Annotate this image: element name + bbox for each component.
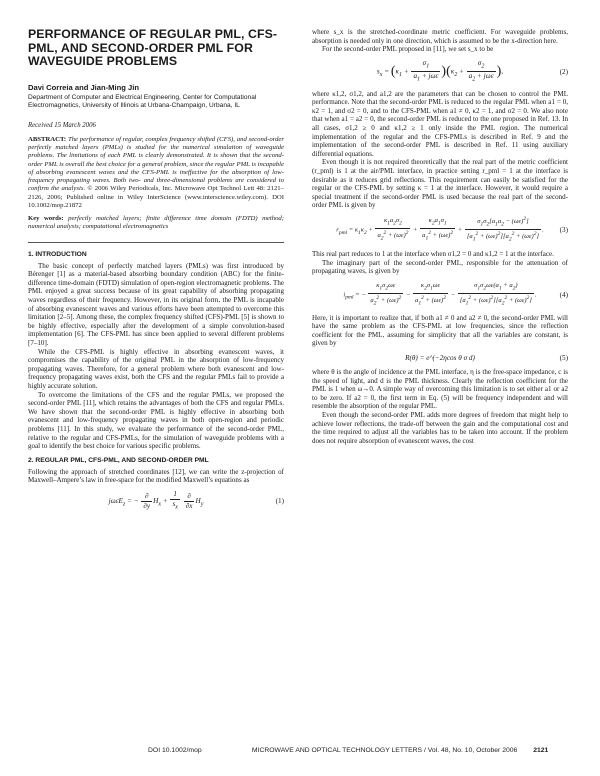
paragraph: Even though it is not required theoretically that the real part of the metric coefficient (r_pml) is 1 at the air/PML interface, in practice setting r_pml = 1 at the interface is desirable as it reduces grid reflections. This requirement can easily be satisfied for the regular or the CFS-PML by setting κ = 1 at the interface. However, it would require a special treatment if the second-order PML is used because the real part of the second-order PML is given by [312, 158, 568, 210]
paragraph: While the CFS-PML is highly effective in absorbing evanescent waves, it compromises the capability of the original PML in the absorption of low-frequency propagating waves. Therefore, for a general problem where both evanescent and low-frequency propagating waves exist, both the CFS and the regular PMLs fail to provide a highly accurate solution. [28, 347, 284, 390]
paragraph: The basic concept of perfectly matched layers (PMLs) was first introduced by Bérenger [1] as a material-based absorbing boundary condition (ABC) for the finite-difference time-domain (FDTD) simulation of open-region electromagnetic problems. The PML enjoyed a great success because of its great capability of absorbing propagating waves regardless of their frequency. However, in its original form, the PML is incapable of absorbing evanescent waves and various efforts have been attempted to overcome this limitation [2–5]. Among these, the complex frequency shifted (CFS)-PML [5] is shown to be highly effective, especially after the development of a simple convolution-based implementation [6]. The CFS-PML has since been applied to several different problems [7–10]. [28, 261, 284, 347]
paragraph: The imaginary part of the second-order PML, responsible for the attenuation of propagating waves, is given by [312, 258, 568, 276]
equation-number: (1) [275, 497, 284, 506]
right-column [312, 28, 568, 445]
equation-4-body: $i_{pml}$ = − $\frac{\kappa_1\sigma_2\omega\varepsilon}{a_2^2 + (\omega\varepsilon)^2}$ − $\frac{\kappa_2\sigma_1\omega\varepsilon}{a_1^2 + (\omega\varepsilon)^2}$ − $\frac{\sigma_1\sigma_2\omega\varepsilon(a_1 + a_2)}{[a_1^2 + (\omega\varepsilon)^2][a_2^2 + (\omega\varepsilon)^2]}$ . [343, 281, 537, 307]
abstract-label: ABSTRACT: [28, 135, 67, 143]
keywords [28, 215, 284, 232]
paragraph: Following the approach of stretched coordinates [12], we can write the z-projection of Maxwell–Ampere’s law in free-space for the modified Maxwell’s equations as [28, 467, 284, 485]
equation-4 [312, 281, 568, 309]
paragraph: where s_x is the stretched-coordinate metric coefficient. For waveguide problems, absorption is needed only in one direction, which is assumed to be the x-direction here. [312, 28, 568, 45]
section-heading-pml: 2. REGULAR PML, CFS-PML, AND SECOND-ORDER PML [28, 456, 209, 464]
paragraph: where θ is the angle of incidence at the PML interface, η is the free-space impedance, c is the speed of light, and d is the PML thickness. Clearly the reflection coefficient for the PML is 1 when ω→0. A simple way of overcoming this limitation is to set either a1 or a2 to be zero. If a2 = 0, the first term in Eq. (5) will be frequency independent and will resemble the absorption of the regular PML. [312, 367, 568, 411]
affiliation: Department of Computer and Electrical Engineering, Center for Computational Electromagnetics, University of Illinois at Urbana-Champaign, Urbana, IL [28, 93, 257, 109]
equation-5 [312, 353, 568, 363]
paragraph: To overcome the limitations of the CFS and the regular PMLs, we proposed the second-order PML [11], which retains the advantages of both the CFS and regular PMLs. We have shown that the second-order PML is highly effective in absorbing both evanescent and low-frequency propagating waves in both open-region and periodic problems [11]. In this study, we evaluate the performance of the second-order PML, relative to the regular and CFS-PMLs, for the simulation of waveguide problems with a goal to identify the best choice for various specific problems. [28, 390, 284, 451]
page-footer [148, 747, 568, 754]
paragraph: This real part reduces to 1 at the interface when σ1,2 = 0 and κ1,2 = 1 at the interface. [312, 249, 554, 258]
footer-doi: DOI 10.1002/mop [148, 747, 202, 754]
abstract-copyright: © 2006 Wiley Periodicals, Inc. Microwave Opt Technol Lett 48: 2121–2126, 2006; Published online in Wiley InterScience (www.interscience.wiley.com). DOI 10.1002/mop.21872 [28, 185, 284, 209]
article-title: PERFORMANCE OF REGULAR PML, CFS-PML, AND SECOND-ORDER PML FOR WAVEGUIDE PROBLEMS [28, 27, 278, 68]
equation-5-body: R(θ) = e^(−2ηcos θ σ d) [405, 353, 475, 362]
paragraph: For the second-order PML proposed in [11], we set s_x to be [322, 45, 494, 54]
paragraph: where κ1,2, σ1,2, and a1,2 are the parameters that can be chosen to control the PML performance. Note that the second-order PML is reduced to the regular PML when a1 = 0, κ2 = 1, and σ2 = 0, and to the CFS-PML when a1 ≠ 0, κ2 = 1, and σ2 = 0. We also note that when a1 = a2 = 0, the second-order PML is reduced to the one proposed in Ref. 13. In all cases, σ1,2 ≥ 0 and κ1,2 ≥ 1 only inside the PML region. The numerical implementation of the regular and the CFS-PMLs is described in Ref. 9 and the implementation of the second-order PML is described in Ref. 11 using auxiliary differential equations. [312, 89, 568, 158]
equation-number: (3) [559, 225, 568, 234]
paragraph: Here, it is important to realize that, if both a1 ≠ 0 and a2 ≠ 0, the second-order PML will have the same problem as the CFS-PML at low frequencies, since the reflection coefficient for the PML, assuming for simplicity that all the variables are constant, is given by [312, 313, 568, 348]
section-heading-intro: 1. INTRODUCTION [28, 250, 87, 258]
equation-2-body: $s_x = (\kappa_1$ + $\frac{\sigma_1}{a_1 + j\omega\varepsilon}$ )($\kappa_2$ + $\frac{\sigma_2}{a_2 + j\omega\varepsilon}$ ), [376, 58, 504, 83]
equation-1-body: jωεE$_z$ = − $\frac{\partial}{\partial y}$ $H_x$ + $\frac{1}{s_x}$ $\frac{\partial}{\partial x}$ $H_y$ [108, 489, 204, 511]
footer-journal: MICROWAVE AND OPTICAL TECHNOLOGY LETTERS / Vol. 48, No. 10, October 2006 [251, 747, 518, 754]
paragraph: Even though the second-order PML adds more degrees of freedom that might help to achieve lower reflections, the trade-off between the gain and the computational cost and the time required to adjust all the variables has to be taken into account. If the problem does not require absorption of evanescent waves, the cost [312, 410, 568, 445]
equation-2 [312, 59, 568, 85]
equation-1 [28, 490, 284, 512]
equation-number: (4) [559, 290, 568, 299]
abstract [28, 136, 284, 210]
equation-3 [312, 215, 568, 245]
abstract-text: The performance of regular, complex frequency shifted (CFS), and second-order perfectly matched layers (PMLs) is studied for the numerical simulation of waveguide problems. The limitations of each PML is clearly demonstrated. It is shown that the second-order PML is overall the best choice for a general problem, since the regular PML is incapable of absorbing evanescent waves and the CFS-PML is ineffective for the absorption of low-frequency propagating waves. Both two- and three-dimensional problems are considered to confirm the analysis. [28, 135, 285, 193]
page-number: 2121 [533, 747, 549, 754]
keywords-text: perfectly matched layers; finite difference time domain (FDTD) method; numerical analysis; computational electromagnetics [28, 215, 284, 231]
left-column [28, 28, 284, 517]
divider [28, 242, 284, 243]
authors: Davi Correia and Jian-Ming Jin [28, 82, 139, 92]
keywords-label: Key words: [28, 215, 64, 223]
equation-number: (2) [559, 67, 568, 76]
equation-number: (5) [559, 353, 568, 362]
received-date: Received 15 March 2006 [28, 121, 96, 129]
equation-3-body: $r_{pml} = \kappa_1\kappa_2$ + $\frac{\kappa_1a_2\sigma_2}{a_2^2 + (\omega\varepsilon)^2}$ + $\frac{\kappa_2a_1\sigma_1}{a_1^2 + (\omega\varepsilon)^2}$ + $\frac{\sigma_1\sigma_2[a_1a_2 - (\omega\varepsilon)^2]}{[a_1^2 + (\omega\varepsilon)^2][a_2^2 + (\omega\varepsilon)^2]}$ . [336, 215, 544, 243]
